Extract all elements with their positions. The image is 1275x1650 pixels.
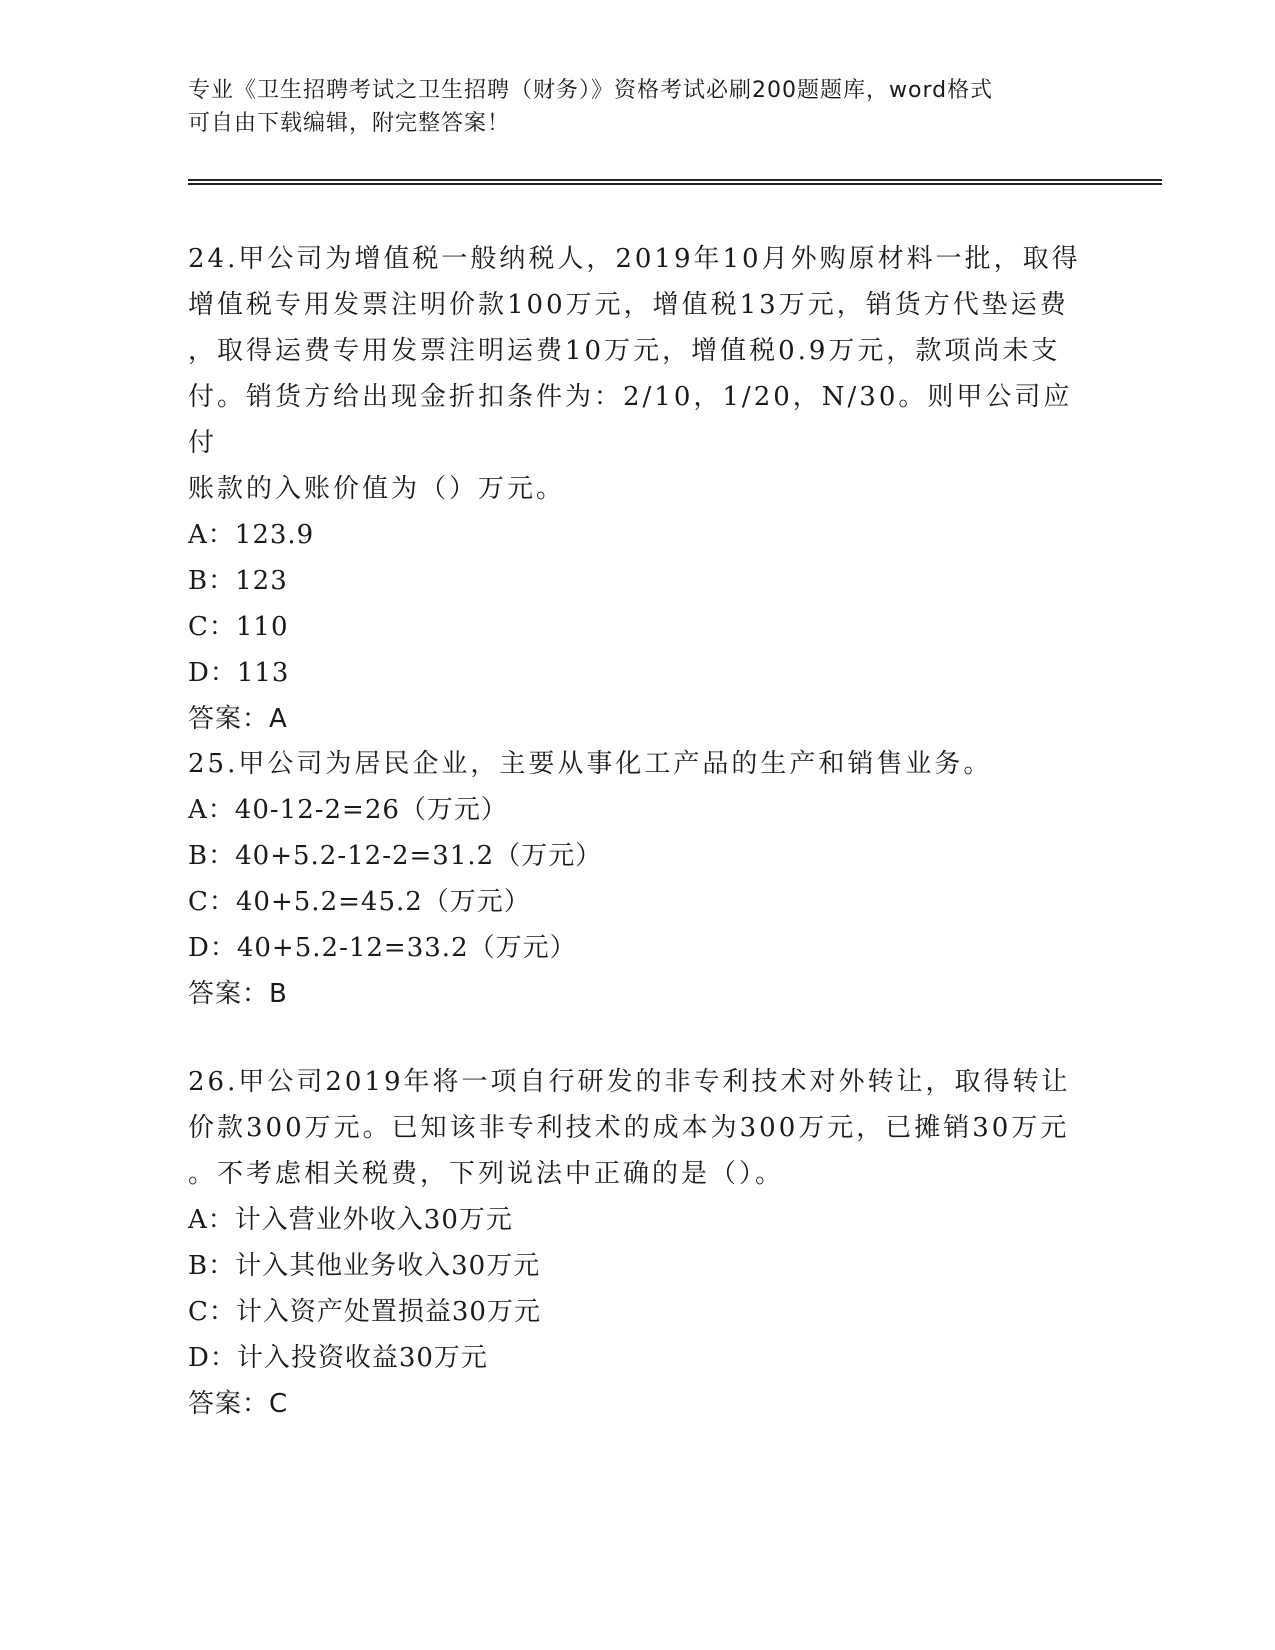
stem-line: ，取得运费专用发票注明运费10万元，增值税0.9万元，款项尚未支 [188, 336, 1061, 366]
answer-label: 答案：A [188, 704, 288, 734]
header-divider [188, 179, 1162, 185]
option-d: D：40+5.2-12=33.2（万元） [188, 933, 577, 963]
option-b: B：123 [188, 566, 288, 596]
option-a: A：40-12-2=26（万元） [188, 795, 508, 825]
question-25 [188, 741, 1088, 1017]
option-b: B：计入其他业务收入30万元 [188, 1251, 541, 1281]
question-26 [188, 1059, 1088, 1427]
stem-line: 价款300万元。已知该非专利技术的成本为300万元，已摊销30万元 [188, 1113, 1070, 1143]
document-header [188, 74, 1088, 140]
option-a: A：123.9 [188, 520, 315, 550]
option-d: D：113 [188, 658, 290, 688]
option-c: C：110 [188, 612, 289, 642]
question-24 [188, 236, 1088, 742]
question-stem [188, 236, 1088, 512]
stem-line: 26.甲公司2019年将一项自行研发的非专利技术对外转让，取得转让 [188, 1067, 1071, 1097]
stem-line: 。不考虑相关税费，下列说法中正确的是（）。 [188, 1159, 785, 1189]
stem-line: 25.甲公司为居民企业，主要从事化工产品的生产和销售业务。 [188, 749, 993, 779]
option-c: C：40+5.2=45.2（万元） [188, 887, 531, 917]
question-stem [188, 1059, 1088, 1197]
stem-line: 24.甲公司为增值税一般纳税人，2019年10月外购原材料一批，取得 [188, 244, 1081, 274]
option-d: D：计入投资收益30万元 [188, 1343, 488, 1373]
answer-label: 答案：C [188, 1389, 289, 1419]
stem-line: 增值税专用发票注明价款100万元，增值税13万元，销货方代垫运费 [188, 290, 1069, 320]
option-c: C：计入资产处置损益30万元 [188, 1297, 541, 1327]
header-line-1: 专业《卫生招聘考试之卫生招聘（财务）》资格考试必刷200题题库，word格式 [188, 78, 994, 103]
answer-label: 答案：B [188, 979, 288, 1009]
header-line-2: 可自由下载编辑，附完整答案！ [188, 111, 511, 136]
question-stem [188, 741, 1088, 787]
stem-line: 付。销货方给出现金折扣条件为：2/10，1/20，N/30。则甲公司应付 [188, 382, 1073, 458]
stem-line: 账款的入账价值为（）万元。 [188, 474, 566, 504]
option-b: B：40+5.2-12-2=31.2（万元） [188, 841, 603, 871]
option-a: A：计入营业外收入30万元 [188, 1205, 513, 1235]
